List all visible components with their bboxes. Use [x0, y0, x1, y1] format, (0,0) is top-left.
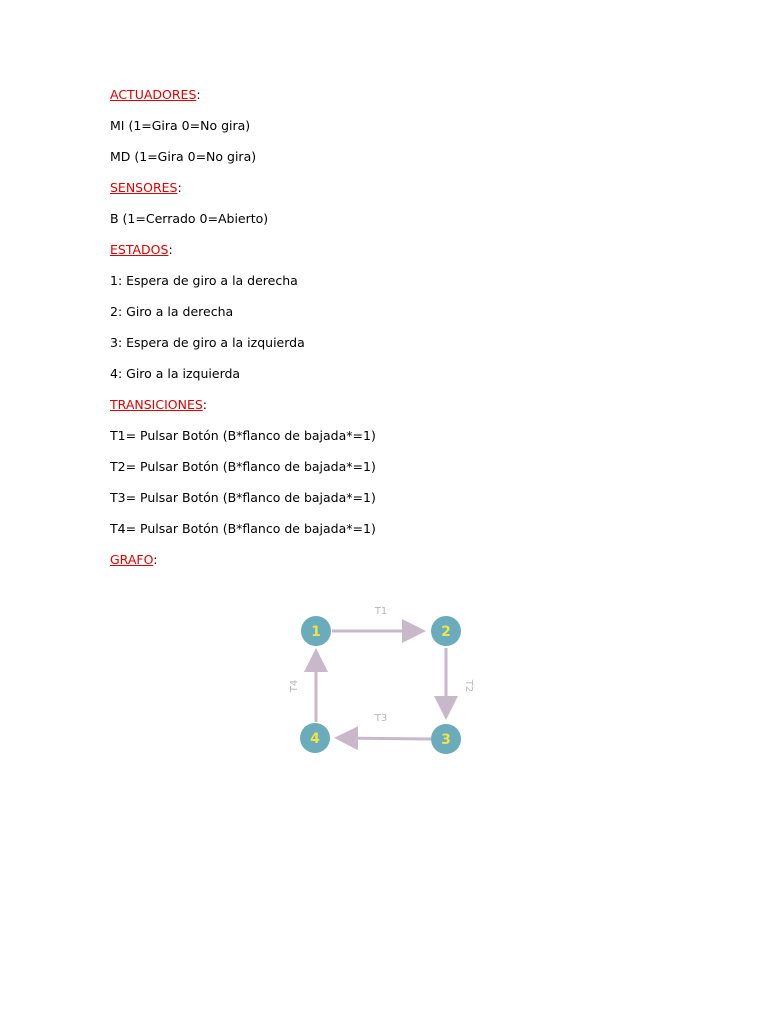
transition-t1: T1= Pulsar Botón (B*flanco de bajada*=1) — [110, 428, 376, 443]
heading-colon: : — [202, 397, 207, 412]
sensor-b: B (1=Cerrado 0=Abierto) — [110, 211, 269, 226]
section-heading-grafo — [110, 551, 670, 582]
heading-sensores: SENSORES — [110, 180, 178, 195]
node-label-3: 3 — [441, 732, 451, 748]
edge-label-t4: T4 — [289, 679, 300, 693]
document-body — [110, 86, 670, 582]
section-heading-transiciones — [110, 396, 670, 427]
edge-label-t3: T3 — [374, 713, 388, 724]
edge-t3 — [340, 738, 431, 739]
state-1: 1: Espera de giro a la derecha — [110, 273, 298, 288]
node-label-2: 2 — [441, 624, 451, 640]
actuator-md: MD (1=Gira 0=No gira) — [110, 149, 257, 164]
state-graph-svg — [280, 596, 490, 766]
heading-colon: : — [196, 87, 201, 102]
heading-transiciones: TRANSICIONES — [110, 397, 203, 412]
state-graph — [280, 596, 490, 766]
node-label-4: 4 — [310, 731, 320, 747]
heading-estados: ESTADOS — [110, 242, 169, 257]
heading-actuadores: ACTUADORES — [110, 87, 197, 102]
section-heading-estados — [110, 241, 670, 272]
state-4: 4: Giro a la izquierda — [110, 366, 241, 381]
actuator-mi: MI (1=Gira 0=No gira) — [110, 118, 251, 133]
edge-label-t1: T1 — [374, 606, 388, 617]
heading-grafo: GRAFO — [110, 552, 154, 567]
heading-colon: : — [168, 242, 173, 257]
transition-t2: T2= Pulsar Botón (B*flanco de bajada*=1) — [110, 459, 376, 474]
heading-colon: : — [177, 180, 182, 195]
section-heading-sensores — [110, 179, 670, 210]
node-label-1: 1 — [311, 624, 321, 640]
transition-t4: T4= Pulsar Botón (B*flanco de bajada*=1) — [110, 521, 376, 536]
state-2: 2: Giro a la derecha — [110, 304, 234, 319]
section-heading-actuadores — [110, 86, 670, 117]
transition-t3: T3= Pulsar Botón (B*flanco de bajada*=1) — [110, 490, 376, 505]
edge-label-t2: T2 — [463, 679, 474, 693]
heading-colon: : — [153, 552, 158, 567]
state-3: 3: Espera de giro a la izquierda — [110, 335, 305, 350]
